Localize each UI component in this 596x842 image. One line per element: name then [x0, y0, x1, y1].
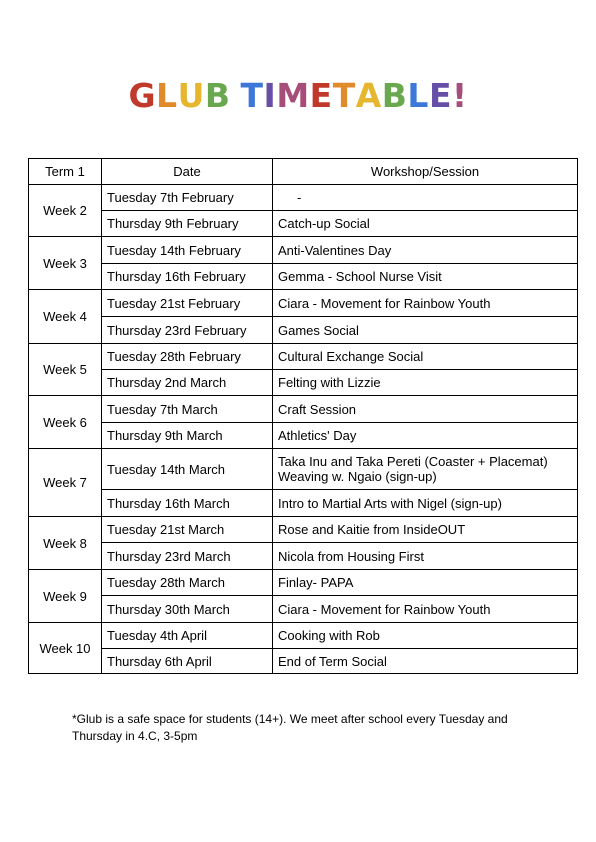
table-row	[29, 543, 578, 570]
header-term: Term 1	[29, 159, 102, 185]
date-cell: Tuesday 14th March	[102, 449, 273, 490]
week-cell: Week 10	[29, 623, 102, 674]
date-cell: Tuesday 28th February	[102, 344, 273, 370]
page-title	[0, 76, 596, 116]
table-row	[29, 623, 578, 649]
session-line: Taka Inu and Taka Pereti (Coaster + Placemat)	[278, 454, 548, 469]
table-row	[29, 490, 578, 517]
title-letter: B	[204, 76, 231, 115]
footnote: *Glub is a safe space for students (14+). We meet after school every Tuesday and Thursday in 4.C, 3-5pm	[72, 712, 508, 743]
session-cell: Ciara - Movement for Rainbow Youth	[273, 290, 578, 317]
date-cell: Tuesday 21st February	[102, 290, 273, 317]
week-cell: Week 5	[29, 344, 102, 396]
table-row	[29, 290, 578, 317]
date-cell: Tuesday 28th March	[102, 570, 273, 596]
week-cell: Week 7	[29, 449, 102, 517]
date-cell: Tuesday 21st March	[102, 517, 273, 543]
table-row	[29, 185, 578, 211]
timetable	[28, 158, 578, 674]
date-cell: Thursday 9th March	[102, 423, 273, 449]
date-cell: Thursday 9th February	[102, 211, 273, 237]
table-row	[29, 649, 578, 674]
session-cell: Rose and Kaitie from InsideOUT	[273, 517, 578, 543]
title-letter: M	[276, 76, 310, 115]
table-row	[29, 423, 578, 449]
session-line: Weaving w. Ngaio (sign-up)	[278, 469, 437, 484]
week-cell: Week 3	[29, 237, 102, 290]
date-cell: Thursday 16th February	[102, 264, 273, 290]
session-cell: Cultural Exchange Social	[273, 344, 578, 370]
table-row	[29, 317, 578, 344]
session-cell: -	[273, 185, 578, 211]
session-cell: Cooking with Rob	[273, 623, 578, 649]
title-letter: B	[381, 76, 408, 115]
title-letter: L	[156, 76, 178, 115]
date-cell: Thursday 23rd March	[102, 543, 273, 570]
header-session: Workshop/Session	[273, 159, 578, 185]
date-cell: Thursday 16th March	[102, 490, 273, 517]
title-letter: I	[263, 76, 277, 115]
date-cell: Tuesday 7th February	[102, 185, 273, 211]
header-date: Date	[102, 159, 273, 185]
session-cell: Games Social	[273, 317, 578, 344]
session-cell: End of Term Social	[273, 649, 578, 674]
date-cell: Tuesday 14th February	[102, 237, 273, 264]
title-letter: !	[452, 76, 468, 115]
week-cell: Week 8	[29, 517, 102, 570]
date-cell: Thursday 6th April	[102, 649, 273, 674]
week-cell: Week 2	[29, 185, 102, 237]
session-cell	[273, 449, 578, 490]
session-cell: Athletics' Day	[273, 423, 578, 449]
session-cell: Finlay- PAPA	[273, 570, 578, 596]
session-cell: Nicola from Housing First	[273, 543, 578, 570]
title-letter: G	[128, 76, 157, 115]
session-cell: Gemma - School Nurse Visit	[273, 264, 578, 290]
title-letter: E	[428, 76, 452, 115]
table-row	[29, 570, 578, 596]
week-cell: Week 9	[29, 570, 102, 623]
week-cell: Week 4	[29, 290, 102, 344]
title-letter: L	[407, 76, 429, 115]
session-cell: Ciara - Movement for Rainbow Youth	[273, 596, 578, 623]
table-row	[29, 370, 578, 396]
session-cell: Intro to Martial Arts with Nigel (sign-up)	[273, 490, 578, 517]
table-row	[29, 449, 578, 490]
title-letter: U	[177, 76, 205, 115]
date-cell: Thursday 30th March	[102, 596, 273, 623]
session-cell: Craft Session	[273, 396, 578, 423]
title-letter: T	[332, 76, 356, 115]
week-cell: Week 6	[29, 396, 102, 449]
title-letter: E	[309, 76, 333, 115]
table-row	[29, 211, 578, 237]
session-cell: Anti-Valentines Day	[273, 237, 578, 264]
date-cell: Tuesday 4th April	[102, 623, 273, 649]
date-cell: Thursday 23rd February	[102, 317, 273, 344]
table-row	[29, 237, 578, 264]
date-cell: Tuesday 7th March	[102, 396, 273, 423]
title-letter: A	[355, 76, 382, 115]
header-row	[29, 159, 578, 185]
title-letter: T	[240, 76, 264, 115]
date-cell: Thursday 2nd March	[102, 370, 273, 396]
table-row	[29, 264, 578, 290]
session-cell: Catch-up Social	[273, 211, 578, 237]
table-row	[29, 596, 578, 623]
table-row	[29, 396, 578, 423]
table-row	[29, 517, 578, 543]
table-row	[29, 344, 578, 370]
session-cell: Felting with Lizzie	[273, 370, 578, 396]
